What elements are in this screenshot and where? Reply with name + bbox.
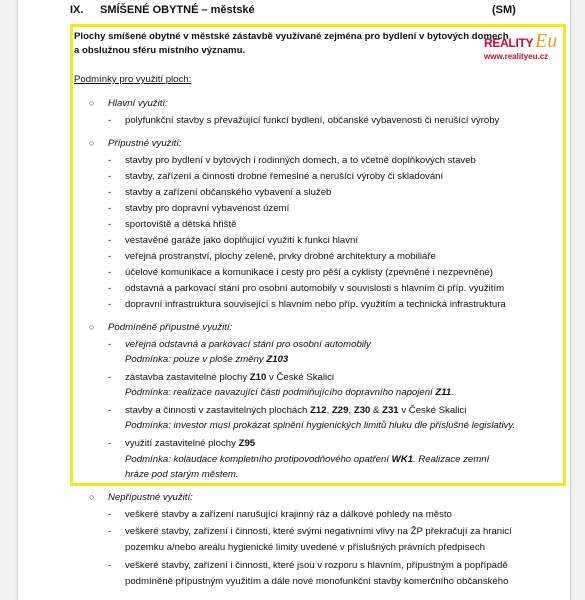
pripustne-title: Přípustné využití: — [108, 138, 182, 149]
dash-icon: - — [108, 235, 112, 246]
dash-icon: - — [108, 372, 112, 383]
podminene-item-4-condition-line-2: hráze pod starým městem. — [125, 469, 239, 480]
pripustne-item: stavby pro dopravní vybavenost území — [125, 203, 290, 214]
logo-brand-text: REALITY — [484, 36, 534, 50]
podminene-item-1-condition: Podmínka: pouze v ploše změny Z103 — [125, 354, 289, 365]
podminene-item-1: veřejná odstavná a parkovací stání pro osobní automobily — [125, 339, 371, 350]
nepripustne-item-cont: podmíněně přípustným využitím a dále nové monofunkční stavby komerčního občanského — [125, 576, 509, 587]
logo-url: www.realityeu.cz — [484, 52, 549, 61]
podminene-item-4: využití zastavitelné plochy Z95 — [125, 438, 256, 449]
pripustne-item: stavby, zařízení a činnosti drobné řemeslné a nerušící výroby či skladování — [125, 171, 444, 182]
document-page — [18, 0, 570, 600]
circle-bullet-icon: ○ — [89, 492, 95, 502]
nepripustne-item: veškeré stavby, zařízení i činnosti, které svými negativními vlivy na ŽP překračují za hranicí — [125, 526, 512, 537]
hlavni-title: Hlavní využití: — [108, 98, 168, 109]
dash-icon: - — [108, 187, 112, 198]
dash-icon: - — [108, 405, 112, 416]
pripustne-item: odstavná a parkovací stání pro osobní automobily v souvislosti s hlavním či příp. využitím — [125, 283, 505, 294]
pripustne-item: stavby pro bydlení v bytových i rodinných domech, a to včetně doplňkových staveb — [125, 155, 476, 166]
podminene-title: Podmíněně přípustné využití: — [108, 322, 233, 333]
podminene-item-3: stavby a činnosti v zastavitelných plochách Z12, Z29, Z30 & Z31 v České Skalici — [125, 405, 467, 416]
hlavni-item: polyfunkční stavby s převažující funkcí bydlení, občanské vybavenosti či nerušící výroby — [125, 115, 500, 126]
dash-icon: - — [108, 115, 112, 126]
dash-icon: - — [108, 203, 112, 214]
podminene-item-2: zástavba zastavitelné plochy Z10 v České Skalici — [125, 372, 335, 383]
dash-icon: - — [108, 283, 112, 294]
dash-icon: - — [108, 438, 112, 449]
dash-icon: - — [108, 171, 112, 182]
pripustne-item: účelové komunikace a komunikace i cesty pro pěší a cyklisty (zpevněné i nezpevněné) — [125, 267, 493, 278]
dash-icon: - — [108, 526, 112, 537]
podminene-item-4-condition: Podmínka: kolaudace kompletního protipovodňového opatření WK1. Realizace zemní — [125, 454, 490, 465]
dash-icon: - — [108, 339, 112, 350]
dash-icon: - — [108, 219, 112, 230]
pripustne-item: stavby a zařízení občanského vybavení a služeb — [125, 187, 332, 198]
nepripustne-title: Nepřípustné využití: — [108, 492, 193, 503]
section-number: IX. — [70, 4, 84, 16]
intro-line-1: Plochy smíšené obytné v městské zástavbě využívané zejména pro bydlení v bytových domech — [74, 31, 509, 42]
conditions-heading: Podmínky pro využití ploch: — [74, 74, 192, 85]
pripustne-item: vestavěné garáže jako doplňující využití k funkci hlavní — [125, 235, 359, 246]
dash-icon: - — [108, 560, 112, 571]
section-title: SMÍŠENÉ OBYTNÉ – městské — [100, 4, 255, 16]
reality-eu-logo — [484, 32, 570, 66]
nepripustne-item: veškeré stavby a zařízení narušující krajinný ráz a dálkové pohledy na město — [125, 509, 452, 520]
pripustne-item: sportoviště a dětská hřiště — [125, 219, 237, 230]
dash-icon: - — [108, 509, 112, 520]
nepripustne-item: veškeré stavby, zařízení i činnosti, které jsou v rozporu s hlavním, přípustným a popřípadě — [125, 560, 508, 571]
dash-icon: - — [108, 299, 112, 310]
podminene-item-2-condition: Podmínka: realizace navazující části podmiňujícího dopravního napojení Z11. — [125, 387, 454, 398]
pripustne-item: dopravní infrastruktura související s hlavním nebo příp. využitím a technická infrastruktura — [125, 299, 506, 310]
dash-icon: - — [108, 267, 112, 278]
podminene-item-3-condition: Podmínka: investor musí prokázat splnění hygienických limitů hluku dle příslušné legislativy. — [125, 420, 516, 431]
intro-line-2: a obslužnou sféru místního významu. — [74, 45, 246, 56]
circle-bullet-icon: ○ — [89, 138, 95, 148]
dash-icon: - — [108, 251, 112, 262]
circle-bullet-icon: ○ — [89, 98, 95, 108]
circle-bullet-icon: ○ — [89, 322, 95, 332]
dash-icon: - — [108, 155, 112, 166]
section-code: (SM) — [492, 4, 516, 16]
nepripustne-item-cont: pozemku a/nebo areálu hygienické limity uvedené v příslušných právních předpisech — [125, 542, 485, 553]
pripustne-item: veřejná prostranství, plochy zeleně, prvky drobné architektury a mobiliáře — [125, 251, 436, 262]
logo-eu-text: Eu — [535, 30, 558, 52]
